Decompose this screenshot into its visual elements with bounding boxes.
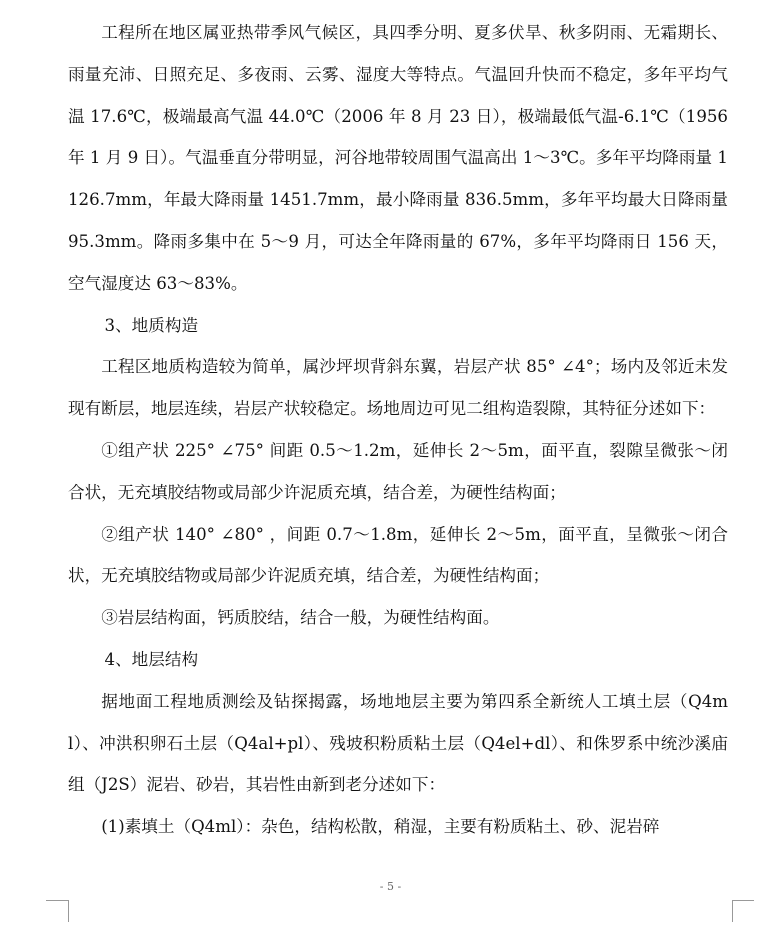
structure-paragraph: 工程区地质构造较为简单，属沙坪坝背斜东翼，岩层产状 85° ∠4°；场内及邻近未发现有断层，地层连续，岩层产状较稳定。场地周边可见二组构造裂隙，其特征分述如下： (68, 357, 728, 419)
section-heading-strata: 4、地层结构 (104, 649, 199, 669)
strata-paragraph: 据地面工程地质测绘及钻探揭露，场地地层主要为第四系全新统人工填土层（Q4ml）、冲洪积卵石土层（Q4al+pl）、残坡积粉质粘土层（Q4el+dl）、和侏罗系中统沙溪庙组（J2S）泥岩、砂岩，其岩性由新到老分述如下： (68, 691, 728, 795)
fissure-group-1: ①组产状 225° ∠75° 间距 0.5～1.2m，延伸长 2～5m，面平直，裂隙呈微张～闭合状，无充填胶结物或局部少许泥质充填，结合差，为硬性结构面； (68, 440, 728, 502)
climate-paragraph: 工程所在地区属亚热带季风气候区，具四季分明、夏多伏旱、秋多阴雨、无霜期长、雨量充沛、日照充足、多夜雨、云雾、湿度大等特点。气温回升快而不稳定，多年平均气温 17.6℃，极端最高气温 44.0℃（2006 年 8 月 23 日），极端最低气温-6.1℃（1956 年 1 月 9 日）。气温垂直分带明显，河谷地带较周围气温高出 1～3℃。多年平均降雨量 1126.7mm，年最大降雨量 1451.7mm，最小降雨量 836.5mm，多年平均最大日降雨量 95.3mm。降雨多集中在 5～9 月，可达全年降雨量的 67%，多年平均降雨日 156 天，空气湿度达 63～83%。 (68, 23, 728, 293)
crop-mark-bottom-right-horizontal (732, 900, 754, 901)
fissure-group-2: ②组产状 140° ∠80° ，间距 0.7～1.8m，延伸长 2～5m，面平直，呈微张～闭合状，无充填胶结物或局部少许泥质充填，结合差，为硬性结构面； (68, 524, 728, 586)
fill-soil-paragraph: (1)素填土（Q4ml）：杂色，结构松散，稍湿，主要有粉质粘土、砂、泥岩碎 (101, 817, 660, 837)
page-number: - 5 - (379, 880, 402, 893)
document-body (68, 12, 728, 848)
crop-mark-bottom-left (46, 900, 69, 922)
section-heading-geologic-structure: 3、地质构造 (104, 315, 199, 335)
fissure-group-3: ③岩层结构面，钙质胶结，结合一般，为硬性结构面。 (101, 608, 500, 628)
crop-mark-bottom-right (732, 900, 755, 922)
crop-mark-bottom-left-horizontal (46, 900, 68, 901)
